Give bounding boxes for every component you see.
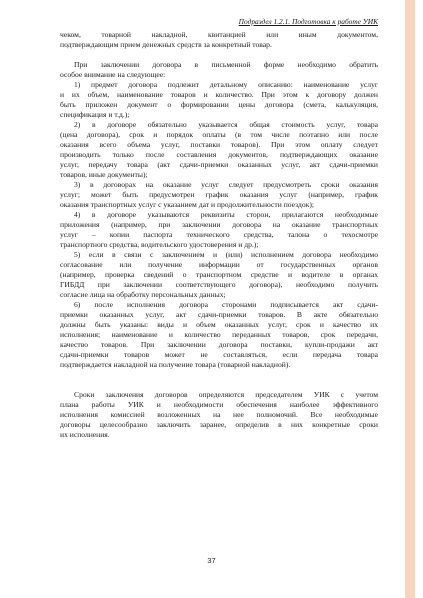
text-line: должны быть указаны: виды и объем оказанных услуг, срок и качество их <box>60 320 378 329</box>
text-line: оказания транспортных услуг с указанием дат и продолжительности поездок); <box>60 200 314 209</box>
paragraph-gap <box>60 380 378 390</box>
text-line: подтверждается накладной на получение товара (товарной накладной). <box>60 360 291 369</box>
text-line: товаров, иные документы); <box>60 170 148 179</box>
text-line: чеком, товарной накладной, квитанцией или иным документом, <box>60 30 378 39</box>
text-line: При заключении договора в письменной форме необходимо обратить <box>74 60 378 69</box>
text-line: качество товаров. При заключении договора поставки, купли-продажи акт <box>60 340 378 349</box>
text-line: 2) в договоре обязательно указывается общая стоимость услуг, товара <box>74 120 378 129</box>
text-line: производить только после составления документов, подтверждающих оказание <box>60 150 378 159</box>
text-line: быть приложен документ о формировании цены договора (смета, калькуляция, <box>60 100 378 109</box>
paragraph-gap <box>60 50 378 60</box>
text-line: Сроки заключения договоров определяются председателем УИК с учетом <box>74 390 378 399</box>
text-line: приемки оказанных услуг, акт сдачи-приемки товаров. В акте обязательно <box>60 310 378 319</box>
page-header: Подраздел 1.2.1. Подготовка к работе УИК <box>238 17 378 26</box>
text-line: ГИБДД при заключении соответствующего договора), необходимо получить <box>60 280 378 289</box>
text-line: особое внимание на следующее: <box>60 70 166 79</box>
page-number: 37 <box>207 556 216 565</box>
text-line: и их объем, наименование товаров и количество. При этом к договору должен <box>60 90 378 99</box>
text-line: подтверждающим прием денежных средств за конкретный товар. <box>60 40 272 49</box>
text-line: услуг; может быть предусмотрен график оказания услуг (например, график <box>60 190 378 199</box>
text-line: транспортного средства, водительского удостоверения и др.); <box>60 240 259 249</box>
text-line: (цена договора), срок и порядок оплаты (в том числе поэтапно или после <box>60 130 378 139</box>
text-line: услуг – копии паспорта технического средства, талона о техосмотре <box>60 230 378 239</box>
text-line: 3) в договорах на оказание услуг следует предусмотреть сроки оказания <box>74 180 378 189</box>
text-line: исполнения комиссией возложенных на нее полномочий. Все необходимые <box>60 410 378 419</box>
text-line: 6) после исполнения договора сторонами подписывается акт сдачи- <box>74 300 378 309</box>
text-line: спецификация и т.д.); <box>60 110 130 119</box>
text-line: оказания всего объема услуг, поставки товаров). При этом оплату следует <box>60 140 378 149</box>
text-line: согласование или получение информации от государственных органов <box>60 260 378 269</box>
text-line: сдачи-приемки товаров может не составляться, если передача товара <box>60 350 378 359</box>
page-body <box>60 30 378 440</box>
decorative-side-bar <box>405 0 415 598</box>
text-line: приложения (например, при заключении договора на оказание транспортных <box>60 220 378 229</box>
text-line: 5) если в связи с заключением и (или) исполнением договора необходимо <box>74 250 378 259</box>
text-line: 1) предмет договора подлежит детальному описанию: наименование услуг <box>74 80 378 89</box>
text-line: их исполнения. <box>60 430 110 439</box>
text-line: услуг, передачу товара (акт сдачи-приемки оказанных услуг, акт сдачи-приемки <box>60 160 378 169</box>
paragraph-gap <box>60 370 378 380</box>
text-line: договоры целесообразно заключить заранее, определив в них конкретные сроки <box>60 420 378 429</box>
text-line: 4) в договоре указываются реквизиты сторон, прилагаются необходимые <box>74 210 378 219</box>
text-line: исполнения; наименование и количество переданных товаров, срок передачи, <box>60 330 378 339</box>
text-line: (например, проверка сведений о транспортном средстве и водителе в органах <box>60 270 378 279</box>
text-line: согласие лица на обработку персональных данных; <box>60 290 226 299</box>
text-line: плана работы УИК и необходимости обеспечения наиболее эффективного <box>60 400 378 409</box>
